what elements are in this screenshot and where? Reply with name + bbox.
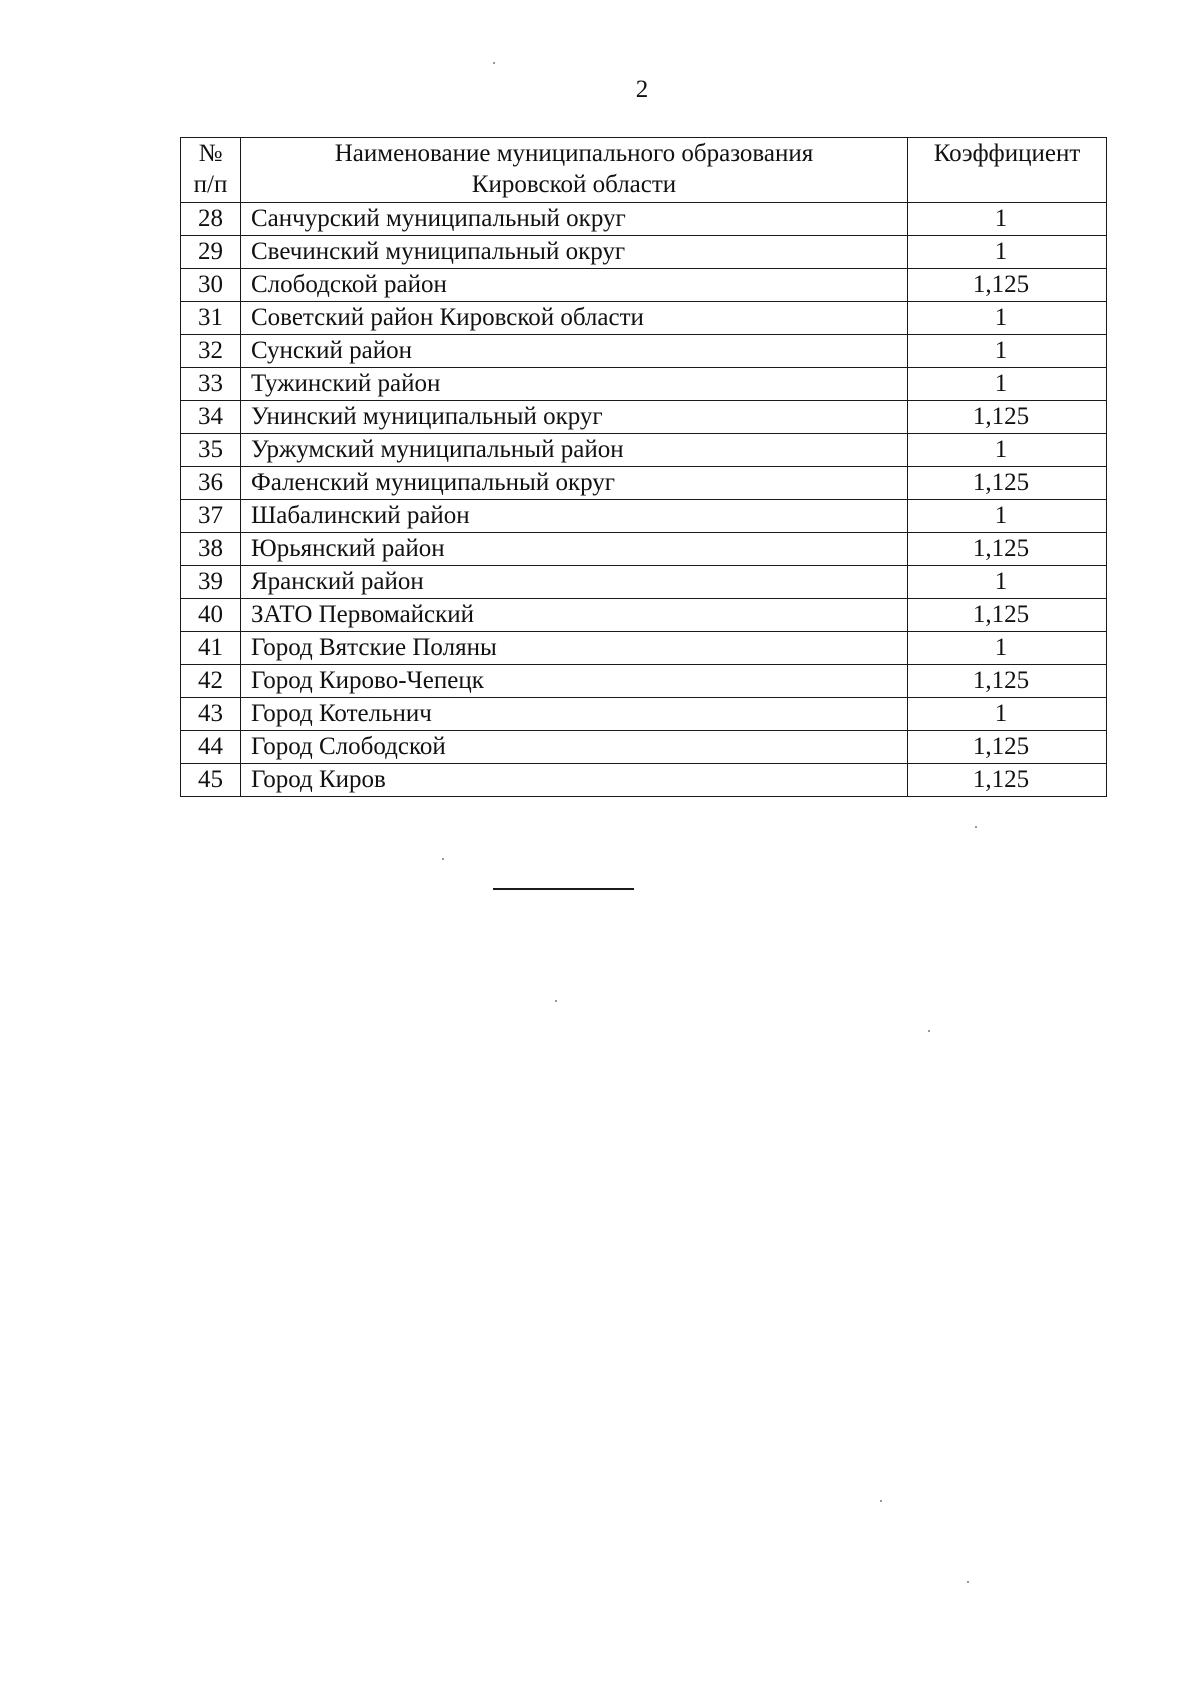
row-name-cell: Город Киров: [241, 764, 908, 797]
row-name-cell: ЗАТО Первомайский: [241, 599, 908, 632]
row-name-cell: Уржумский муниципальный район: [241, 434, 908, 467]
row-name-cell: Город Вятские Поляны: [241, 632, 908, 665]
row-coefficient-cell: 1: [908, 203, 1107, 236]
row-coefficient-cell: 1,125: [908, 665, 1107, 698]
row-name-cell: Юрьянский район: [241, 533, 908, 566]
table-body: [181, 203, 1107, 797]
row-name-cell: Фаленский муниципальный округ: [241, 467, 908, 500]
row-number-cell: 43: [181, 698, 241, 731]
row-name-cell: Шабалинский район: [241, 500, 908, 533]
row-number-cell: 36: [181, 467, 241, 500]
scan-speck: [975, 826, 977, 828]
table-row: [181, 401, 1107, 434]
header-municipality-name: [241, 138, 908, 203]
table-row: [181, 533, 1107, 566]
row-coefficient-cell: 1,125: [908, 401, 1107, 434]
header-number-line-2: п/п: [193, 171, 228, 198]
table-row: [181, 335, 1107, 368]
table-row: [181, 731, 1107, 764]
row-number-cell: 38: [181, 533, 241, 566]
row-coefficient-cell: 1: [908, 698, 1107, 731]
table-row: [181, 665, 1107, 698]
row-coefficient-cell: 1,125: [908, 599, 1107, 632]
coefficient-table: [180, 137, 1107, 797]
scan-speck: [442, 858, 444, 860]
row-coefficient-cell: 1: [908, 302, 1107, 335]
row-name-cell: Санчурский муниципальный округ: [241, 203, 908, 236]
table-row: [181, 566, 1107, 599]
table-row: [181, 269, 1107, 302]
row-coefficient-cell: 1: [908, 434, 1107, 467]
row-number-cell: 32: [181, 335, 241, 368]
header-coefficient: Коэффициент: [908, 138, 1107, 203]
row-number-cell: 35: [181, 434, 241, 467]
row-number-cell: 40: [181, 599, 241, 632]
row-coefficient-cell: 1,125: [908, 731, 1107, 764]
table-row: [181, 236, 1107, 269]
row-number-cell: 29: [181, 236, 241, 269]
row-name-cell: Яранский район: [241, 566, 908, 599]
table-row: [181, 698, 1107, 731]
row-coefficient-cell: 1: [908, 368, 1107, 401]
header-number-line-1: №: [198, 140, 223, 167]
scan-speck: [928, 1030, 930, 1032]
end-of-document-rule: [493, 888, 634, 890]
row-number-cell: 34: [181, 401, 241, 434]
table-row: [181, 500, 1107, 533]
row-name-cell: Советский район Кировской области: [241, 302, 908, 335]
row-coefficient-cell: 1: [908, 500, 1107, 533]
row-number-cell: 41: [181, 632, 241, 665]
row-coefficient-cell: 1: [908, 566, 1107, 599]
row-coefficient-cell: 1,125: [908, 764, 1107, 797]
header-number: [181, 138, 241, 203]
table-row: [181, 467, 1107, 500]
table-row: [181, 368, 1107, 401]
row-number-cell: 39: [181, 566, 241, 599]
page-number: 2: [635, 76, 649, 103]
table-row: [181, 764, 1107, 797]
row-name-cell: Унинский муниципальный округ: [241, 401, 908, 434]
row-coefficient-cell: 1,125: [908, 269, 1107, 302]
scan-speck: [967, 1581, 969, 1583]
table-row: [181, 203, 1107, 236]
row-coefficient-cell: 1: [908, 236, 1107, 269]
row-coefficient-cell: 1,125: [908, 467, 1107, 500]
row-number-cell: 45: [181, 764, 241, 797]
row-number-cell: 44: [181, 731, 241, 764]
header-name-line-1: Наименование муниципального образования: [334, 140, 814, 167]
table-row: [181, 434, 1107, 467]
scan-speck: [555, 1000, 557, 1002]
row-number-cell: 30: [181, 269, 241, 302]
row-coefficient-cell: 1,125: [908, 533, 1107, 566]
row-coefficient-cell: 1: [908, 335, 1107, 368]
row-number-cell: 31: [181, 302, 241, 335]
row-name-cell: Тужинский район: [241, 368, 908, 401]
row-number-cell: 37: [181, 500, 241, 533]
row-name-cell: Город Котельнич: [241, 698, 908, 731]
header-name-line-2: Кировской области: [471, 171, 677, 198]
row-name-cell: Город Слободской: [241, 731, 908, 764]
row-name-cell: Свечинский муниципальный округ: [241, 236, 908, 269]
row-name-cell: Город Кирово-Чепецк: [241, 665, 908, 698]
table-header-row: [181, 138, 1107, 203]
row-number-cell: 33: [181, 368, 241, 401]
row-name-cell: Слободской район: [241, 269, 908, 302]
row-number-cell: 28: [181, 203, 241, 236]
scan-speck: [493, 62, 495, 64]
scan-speck: [880, 1500, 882, 1502]
coefficient-table-wrapper: [180, 137, 1106, 797]
table-row: [181, 302, 1107, 335]
table-row: [181, 599, 1107, 632]
row-coefficient-cell: 1: [908, 632, 1107, 665]
row-name-cell: Сунский район: [241, 335, 908, 368]
row-number-cell: 42: [181, 665, 241, 698]
table-row: [181, 632, 1107, 665]
